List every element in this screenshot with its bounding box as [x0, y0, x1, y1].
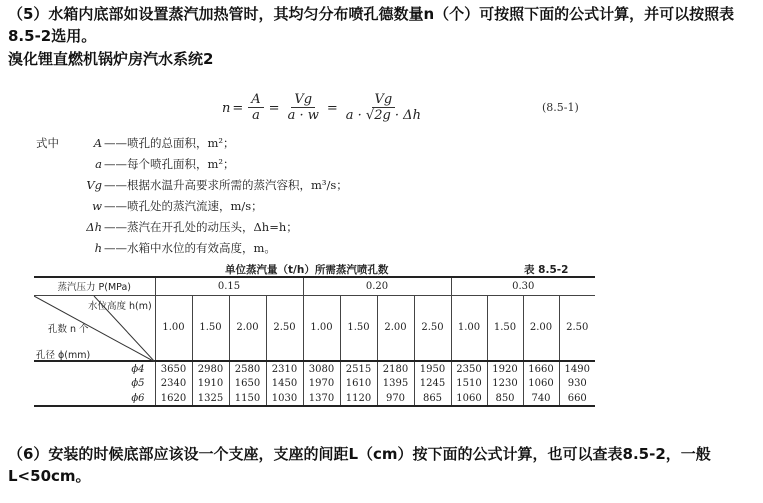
cell: 970: [377, 391, 414, 406]
cell: 1120: [340, 391, 377, 406]
height-header: 1.50: [340, 295, 377, 361]
cell: 1060: [451, 391, 487, 406]
height-header: 1.00: [155, 295, 192, 361]
cell: 1660: [523, 361, 559, 376]
cell: 1950: [414, 361, 451, 376]
height-header: 2.50: [414, 295, 451, 361]
cell: 1325: [192, 391, 229, 406]
cell: 1650: [229, 376, 266, 391]
cell: 1970: [303, 376, 340, 391]
cell: 850: [487, 391, 523, 406]
cell: 2580: [229, 361, 266, 376]
height-header: 1.50: [192, 295, 229, 361]
diagonal-header-cell: [34, 295, 155, 361]
definition-row: [36, 238, 348, 259]
definition-text: ——根据水温升高要求所需的蒸汽容积，m³/s；: [104, 178, 348, 192]
frac-2-numerator: Vg: [291, 92, 315, 108]
cell: 2180: [377, 361, 414, 376]
definition-text: ——喷孔的总面积，m²；: [104, 136, 235, 150]
site-title: 溴化锂直燃机锅炉房汽水系统2: [8, 50, 214, 68]
table-row: [34, 361, 595, 376]
frac-2-denominator: a · w: [287, 108, 319, 123]
cell: 1030: [266, 391, 303, 406]
paragraph-6: （6）安装的时候底部应该设一个支座，支座的间距L（cm）按下面的公式计算，也可以查表8.5-2，一般L<50cm。: [8, 445, 711, 485]
formula-eq-1: =: [232, 100, 244, 116]
height-header: 2.00: [377, 295, 414, 361]
formula-number: (8.5-1): [542, 101, 579, 114]
definition-text: ——喷孔处的蒸汽流速，m/s；: [104, 199, 263, 213]
steam-orifice-table: [34, 276, 595, 407]
formula-frac-2: [285, 92, 322, 124]
frac-3-numerator: Vg: [372, 92, 396, 108]
definition-row: [36, 196, 348, 217]
frac-1-numerator: A: [248, 92, 263, 108]
table-row: [34, 391, 595, 406]
cell: 2350: [451, 361, 487, 376]
cell: 1920: [487, 361, 523, 376]
cell: 2310: [266, 361, 303, 376]
definition-symbol: Δh: [86, 220, 102, 234]
cell: 1245: [414, 376, 451, 391]
cell: 930: [559, 376, 595, 391]
frac-3-denominator: a · √2g · Δh: [345, 108, 421, 123]
height-header: 2.00: [523, 295, 559, 361]
formula-eq-2: =: [268, 100, 280, 116]
pressure-label: 蒸汽压力 P(MPa): [34, 277, 155, 295]
cell: 660: [559, 391, 595, 406]
formula-lhs: n: [222, 100, 231, 116]
height-header: 2.50: [266, 295, 303, 361]
row-label: ϕ4: [131, 363, 145, 375]
diag-hole-count-label: 孔数 n 个: [48, 323, 89, 335]
formula-frac-3: [343, 92, 424, 124]
cell: 1610: [340, 376, 377, 391]
frac-1-denominator: a: [252, 108, 260, 123]
table-title: 单位蒸汽量（t/h）所需蒸汽喷孔数: [225, 264, 389, 276]
paragraph-5: （5）水箱内底部如设置蒸汽加热管时，其均匀分布喷孔德数量n（个）可按照下面的公式计算，并可以按照表8.5-2选用。: [8, 5, 735, 45]
cell: 1370: [303, 391, 340, 406]
formula-8-5-1: [222, 92, 427, 124]
definition-row: [36, 133, 348, 154]
definition-symbol: h: [94, 241, 102, 255]
definition-row: [36, 154, 348, 175]
cell: 2515: [340, 361, 377, 376]
cell: 1620: [155, 391, 192, 406]
cell: 1230: [487, 376, 523, 391]
definition-symbol: w: [92, 199, 102, 213]
cell: 1510: [451, 376, 487, 391]
height-header: 2.00: [229, 295, 266, 361]
cell: 1490: [559, 361, 595, 376]
definition-text: ——蒸汽在开孔处的动压头，Δh=h；: [104, 220, 298, 234]
definition-row: [36, 175, 348, 196]
definitions-lead: 式中: [36, 136, 59, 150]
row-label: ϕ5: [131, 378, 145, 389]
height-header: 2.50: [559, 295, 595, 361]
definition-text: ——每个喷孔面积，m²；: [104, 157, 235, 171]
diag-hole-diameter-label: 孔径 ϕ(mm): [36, 349, 91, 361]
definition-symbol: a: [95, 157, 102, 171]
formula-eq-3: =: [326, 100, 338, 116]
pressure-header: 0.20: [303, 277, 451, 295]
row-label: ϕ6: [34, 391, 155, 406]
definitions-list: [36, 133, 348, 259]
cell: 2340: [155, 376, 192, 391]
cell: 1450: [266, 376, 303, 391]
cell: 1060: [523, 376, 559, 391]
cell: 3080: [303, 361, 340, 376]
definition-text: ——水箱中水位的有效高度，m。: [104, 241, 276, 255]
cell: 3650: [155, 361, 192, 376]
pressure-header: 0.30: [451, 277, 595, 295]
cell: 865: [414, 391, 451, 406]
definition-symbol: Vg: [86, 178, 102, 192]
cell: 2980: [192, 361, 229, 376]
cell: 1910: [192, 376, 229, 391]
height-header: 1.00: [451, 295, 487, 361]
diag-water-height-label: 水位高度 h(m): [88, 300, 152, 312]
cell: 1150: [229, 391, 266, 406]
table-number: 表 8.5-2: [524, 264, 569, 276]
table-row: [34, 376, 595, 391]
cell: 1395: [377, 376, 414, 391]
cell: 740: [523, 391, 559, 406]
height-header: 1.50: [487, 295, 523, 361]
definition-row: [36, 217, 348, 238]
height-header: 1.00: [303, 295, 340, 361]
pressure-header: 0.15: [155, 277, 303, 295]
definition-symbol: A: [93, 136, 102, 150]
formula-frac-1: [248, 92, 263, 124]
